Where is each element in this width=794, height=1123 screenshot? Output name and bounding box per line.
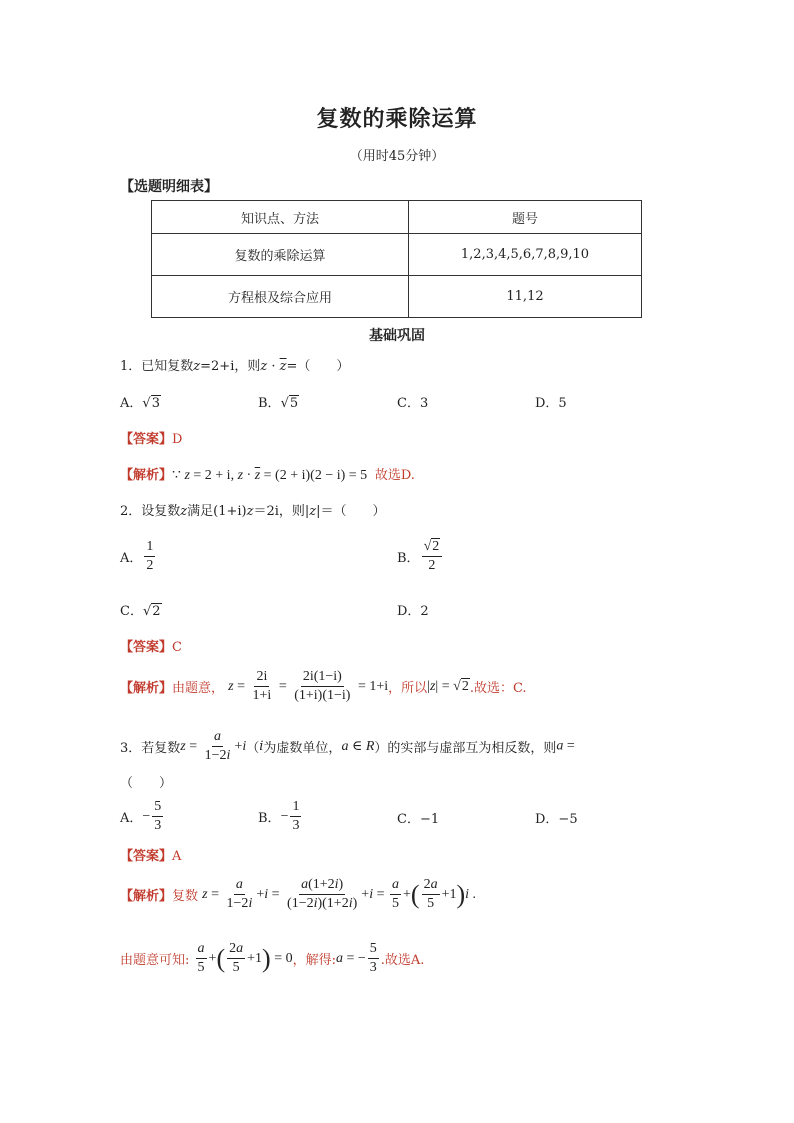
q2-option-d: D．2: [397, 604, 429, 619]
analysis-tag: 【解析】: [120, 681, 173, 696]
q3-stem-paren: （ ）: [120, 776, 173, 791]
math-var: z: [193, 359, 201, 374]
table-row: [152, 276, 642, 318]
q3-stem-a: 3．若复数: [120, 741, 181, 756]
q2-option-c: [120, 600, 162, 619]
answer-tag: 【答案】: [120, 849, 173, 864]
sqrt-2: √2: [142, 604, 161, 619]
q3-analysis-line2-c: .故选A.: [380, 953, 425, 968]
q2-stem-a: 2．设复数: [120, 504, 181, 519]
q3-option-a-math: − $\frac{5}{3}$: [142, 799, 162, 833]
math-var: z: [180, 504, 188, 519]
q1-stem-c: =（ ）: [286, 359, 350, 374]
q2-stem-d: |＝（ ）: [316, 504, 386, 519]
table-cell: 方程根及综合应用: [152, 276, 409, 318]
option-label: B．: [397, 551, 420, 566]
table-cell: 1,2,3,4,5,6,7,8,9,10: [409, 234, 642, 276]
topic-table: [151, 200, 642, 318]
option-label: C．: [120, 604, 143, 619]
q3-stem-b: （: [246, 741, 260, 756]
q1-stem: 1．已知复数z=2+i，则$z \cdot \overline{z}=$（ ）: [120, 359, 350, 374]
q3-analysis-line2-b: ，解得:: [292, 953, 336, 968]
q3-option-b: [258, 798, 303, 835]
q2-analysis-math: z = $\frac{2i}{1+i}$ = $\frac{2i(1-i)}{(1+i)(1-i)}$ = 1+i: [228, 669, 389, 703]
q3-analysis-a: 复数: [172, 889, 199, 904]
table-header-row: [152, 201, 642, 234]
q3-option-c: C．−1: [397, 812, 440, 827]
q2-stem: [120, 500, 386, 519]
q3-analysis-eq: $\frac{a}{5}$ +( $\frac{2a}{5}$ +1) = 0: [197, 941, 293, 975]
q3-analysis-line2-a: 由题意可知:: [120, 953, 190, 968]
analysis-tag: 【解析】: [120, 889, 173, 904]
q2-option-b: [397, 538, 444, 575]
q2-answer: [120, 636, 182, 655]
option-label: B．: [258, 811, 281, 826]
q2-analysis-a: 由题意，: [172, 681, 225, 696]
q2-stem-b: 满足(1+i): [187, 504, 247, 519]
section-heading: 基础巩固: [369, 328, 425, 344]
answer-value: A: [172, 849, 182, 864]
q1-analysis-math: ∵ z = 2 + i, $z \cdot \overline{z} = (2 + i)(2 - i) = 5$: [172, 468, 371, 483]
q3-analysis: [120, 876, 476, 913]
q3-option-b-math: − $\frac{1}{3}$: [280, 799, 300, 833]
math-var: z: [309, 504, 317, 519]
q3-answer: [120, 845, 181, 864]
q3-stem-math: z = $\frac{a}{1-2i}$ +i: [180, 729, 247, 763]
option-label: A．: [120, 551, 143, 566]
q1-option-d: D．5: [535, 396, 567, 411]
q3-domain: a ∈ R: [341, 739, 375, 754]
option-label: A．: [120, 396, 143, 411]
page-subtitle: （用时45分钟）: [349, 149, 445, 164]
q3-option-d: D．−5: [535, 812, 578, 827]
answer-value: D: [172, 432, 183, 447]
math-var: z: [260, 359, 268, 374]
analysis-tag: 【解析】: [120, 468, 173, 483]
q1-analysis: [120, 464, 415, 484]
page-title: 复数的乘除运算: [316, 106, 478, 132]
option-label: B．: [258, 396, 281, 411]
q2-stem-c: ＝2i，则|: [253, 504, 310, 519]
section-label: 【选题明细表】: [120, 179, 218, 195]
q2-analysis: [120, 668, 527, 705]
sqrt-3: √3: [142, 396, 160, 411]
q1-stem-b: =2+i，则: [200, 359, 261, 374]
answer-tag: 【答案】: [120, 432, 173, 447]
q2-option-a: [120, 538, 157, 575]
answer-tag: 【答案】: [120, 640, 173, 655]
table-header-cell: 知识点、方法: [152, 201, 409, 234]
table-row: [152, 234, 642, 276]
frac-1-2: $\frac{1}{2}$: [146, 539, 154, 573]
q3-stem-c: 为虚数单位，: [263, 741, 342, 756]
q1-option-b: [258, 392, 299, 411]
q3-analysis-solution: a = − $\frac{5}{3}$: [335, 941, 377, 975]
sqrt-5: √5: [280, 396, 299, 411]
answer-value: C: [172, 640, 182, 655]
math-var: $\overline{z}$: [279, 359, 287, 374]
q3-stem-d: ）的实部与虚部互为相反数，则: [374, 741, 557, 756]
table-header-cell: 题号: [409, 201, 642, 234]
table-cell: 11,12: [409, 276, 642, 318]
q1-stem-a: 1．已知复数: [120, 359, 194, 374]
q1-analysis-end: 故选D.: [374, 468, 415, 483]
q1-option-a: [120, 392, 161, 411]
q3-stem: [120, 728, 575, 765]
q3-analysis-line2: [120, 940, 424, 977]
frac-sqrt2-2: $\frac{√2}{2}$: [422, 538, 443, 575]
q3-option-a: [120, 798, 165, 835]
q2-analysis-b: ，所以: [388, 681, 428, 696]
q3-analysis-math: z = $\frac{a}{1-2i}$ +i = $\frac{a(1+2i)}{(1-2i)(1+2i)}$ +i = $\frac{a}{5}$ +( $\frac{2a}{5}$ +1)i .: [202, 877, 477, 911]
math-var: i: [259, 739, 264, 754]
option-label: A．: [120, 811, 143, 826]
table-cell: 复数的乘除运算: [152, 234, 409, 276]
q2-analysis-math2: |z| = √2: [427, 678, 469, 694]
q3-a-eq: a =: [556, 738, 575, 754]
q1-option-c: C．3: [397, 396, 429, 411]
q1-answer: [120, 428, 182, 447]
math-var: z: [246, 504, 254, 519]
q2-analysis-c: .故选：C.: [469, 681, 527, 696]
